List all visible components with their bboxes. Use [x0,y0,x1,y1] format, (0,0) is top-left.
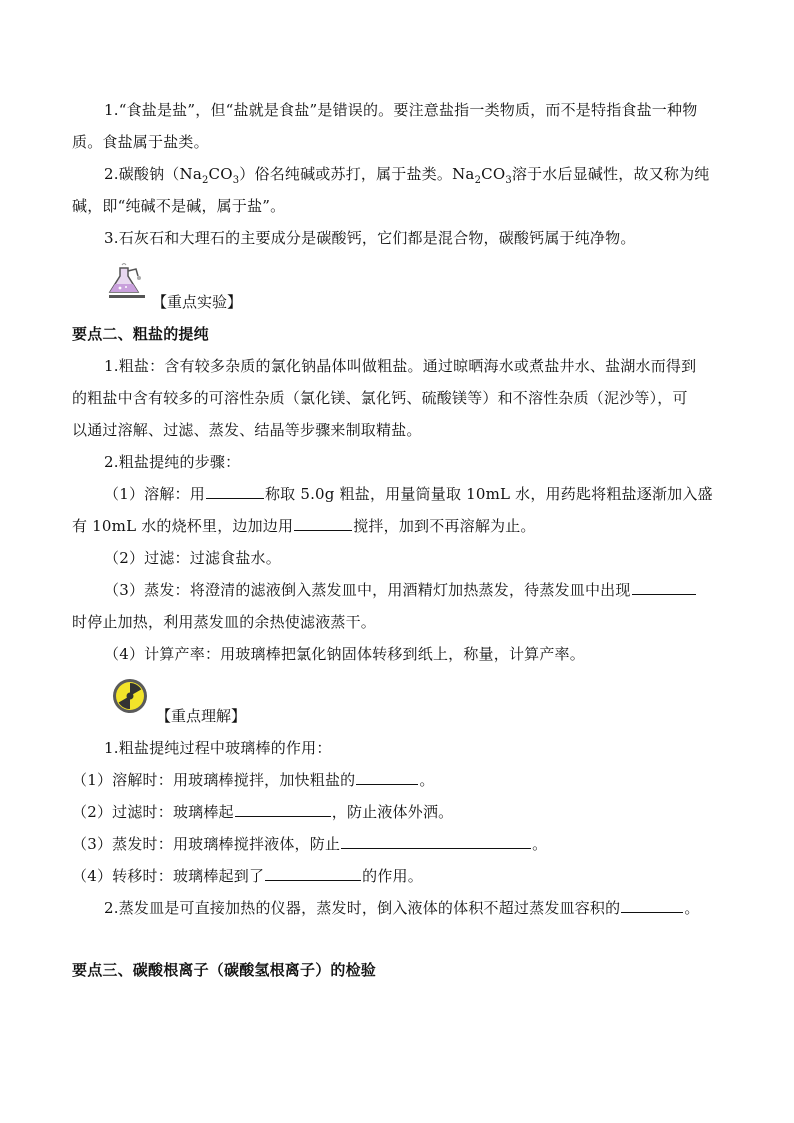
glass-rod-4 [72,866,732,886]
glass-rod-2 [72,802,732,822]
note-2-line-2: 碱，即“纯碱不是碱，属于盐”。 [72,197,286,215]
glass-rod-1-end: 。 [419,771,435,789]
understanding-label: 【重点理解】 [156,707,247,725]
note-2-text: 2.碳酸钠（Na [104,165,202,183]
radiation-icon [112,678,148,714]
evaporating-dish-text: 2.蒸发皿是可直接加热的仪器，蒸发时，倒入液体的体积不超过蒸发皿容积的 [104,899,621,917]
answer-blank[interactable] [356,770,418,785]
experiment-label: 【重点实验】 [152,293,243,311]
step-1-text: 搅拌，加到不再溶解为止。 [353,517,536,535]
answer-blank[interactable] [265,866,361,881]
formula-text: CO [208,165,233,183]
step-2: （2）过滤：过滤食盐水。 [104,549,281,567]
glass-rod-1 [72,770,732,790]
section-3-heading: 要点三、碳酸根离子（碳酸氢根离子）的检验 [72,961,377,979]
note-2-line-1 [104,164,764,184]
evaporating-dish-end: 。 [684,899,700,917]
crude-salt-line-1: 1.粗盐：含有较多杂质的氯化钠晶体叫做粗盐。通过晾晒海水或煮盐井水、盐湖水而得到 [104,357,697,375]
step-4: （4）计算产率：用玻璃棒把氯化钠固体转移到纸上，称量，计算产率。 [104,645,585,663]
answer-blank[interactable] [632,580,696,595]
note-2-text: ）俗名纯碱或苏打，属于盐类。Na [239,165,475,183]
experiment-heading: 要点二、粗盐的提纯 [72,325,209,343]
flask-icon [106,262,152,302]
glass-rod-2-end: ，防止液体外洒。 [331,803,454,821]
evaporating-dish-note [104,898,764,918]
formula-text: CO [481,165,506,183]
subscript: 3 [232,175,240,186]
crude-salt-line-3: 以通过溶解、过滤、蒸发、结晶等步骤来制取精盐。 [72,421,422,439]
subscript: 2 [474,175,482,186]
subscript: 2 [201,175,209,186]
glass-rod-3 [72,834,732,854]
answer-blank[interactable] [235,802,331,817]
answer-blank[interactable] [206,484,264,499]
step-1-line-1 [104,484,764,504]
note-3: 3.石灰石和大理石的主要成分是碳酸钙，它们都是混合物，碳酸钙属于纯净物。 [104,229,636,247]
glass-rod-3-end: 。 [532,835,548,853]
step-1-text: （1）溶解：用 [104,485,205,503]
note-1-line-1: 1.“食盐是盐”，但“盐就是食盐”是错误的。要注意盐指一类物质，而不是特指食盐一种物 [104,101,698,119]
steps-title: 2.粗盐提纯的步骤： [104,453,241,471]
glass-rod-4-text: （4）转移时：玻璃棒起到了 [72,867,265,885]
step-3-line-1 [104,580,764,600]
step-3-text: （3）蒸发：将澄清的滤液倒入蒸发皿中，用酒精灯加热蒸发，待蒸发皿中出现 [104,581,631,599]
glass-rod-2-text: （2）过滤时：玻璃棒起 [72,803,234,821]
step-3-line-2: 时停止加热，利用蒸发皿的余热使滤液蒸干。 [72,613,377,631]
answer-blank[interactable] [621,898,683,913]
step-1-line-2 [72,516,732,536]
answer-blank[interactable] [294,516,352,531]
crude-salt-line-2: 的粗盐中含有较多的可溶性杂质（氯化镁、氯化钙、硫酸镁等）和不溶性杂质（泥沙等），可 [72,389,688,407]
glass-rod-4-end: 的作用。 [362,867,423,885]
glass-rod-title: 1.粗盐提纯过程中玻璃棒的作用： [104,739,332,757]
glass-rod-3-text: （3）蒸发时：用玻璃棒搅拌液体，防止 [72,835,341,853]
note-2-text: 溶于水后显碱性，故又称为纯 [511,165,710,183]
answer-blank[interactable] [341,834,531,849]
subscript: 3 [505,175,512,186]
step-1-text: 有 10mL 水的烧杯里，边加边用 [72,517,294,535]
step-1-text: 称取 5.0g 粗盐，用量筒量取 10mL 水，用药匙将粗盐逐渐加入盛 [264,485,713,503]
glass-rod-1-text: （1）溶解时：用玻璃棒搅拌，加快粗盐的 [72,771,356,789]
note-1-line-2: 质。食盐属于盐类。 [72,133,209,151]
